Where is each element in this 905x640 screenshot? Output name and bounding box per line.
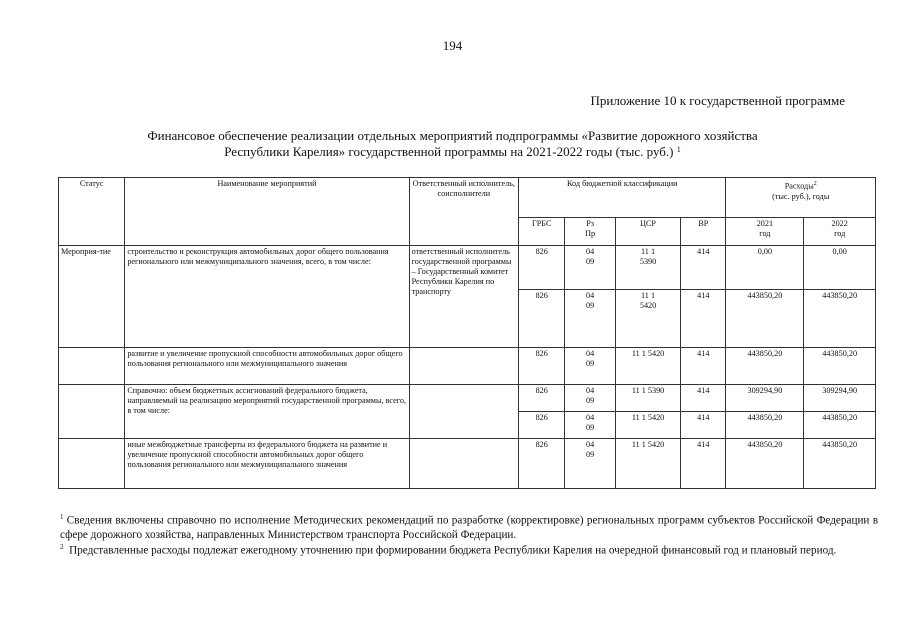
status-cell-empty xyxy=(59,385,125,439)
header-csr: ЦСР xyxy=(615,218,680,246)
vr-cell: 414 xyxy=(681,348,726,385)
csr-cell: 11 1 5420 xyxy=(615,412,680,439)
table-row xyxy=(59,439,876,489)
amount-2022: 0,00 xyxy=(804,246,876,290)
rzpr-cell xyxy=(565,385,616,412)
header-rzpr xyxy=(565,218,616,246)
header-expenses-text: Расходы xyxy=(784,181,814,191)
header-rz: Рз xyxy=(586,219,595,228)
vr-cell: 414 xyxy=(681,290,726,348)
responsible-empty xyxy=(409,385,518,439)
footnote-1 xyxy=(60,510,878,542)
title-line-2-text: Республики Карелия» государственной программы на 2021-2022 годы (тыс. руб.) xyxy=(224,144,674,159)
rz-value: 04 xyxy=(586,247,595,256)
header-responsible: Ответственный исполнитель, соисполнители xyxy=(409,178,518,246)
document-title xyxy=(60,128,845,160)
vr-cell: 414 xyxy=(681,439,726,489)
status-cell-empty xyxy=(59,348,125,385)
rzpr-cell xyxy=(565,412,616,439)
csr-cell: 11 1 5420 xyxy=(615,348,680,385)
amount-2021: 309294,90 xyxy=(726,385,804,412)
header-name: Наименование мероприятий xyxy=(125,178,409,246)
appendix-label: Приложение 10 к государственной программе xyxy=(590,93,845,108)
title-footnote-mark: 1 xyxy=(676,145,681,154)
header-expenses-note: 2 xyxy=(813,181,817,187)
vr-cell: 414 xyxy=(681,246,726,290)
rzpr-cell xyxy=(565,246,616,290)
rz-value: 04 xyxy=(586,413,595,422)
csr-part1: 11 1 xyxy=(641,247,656,256)
measure-name-main: строительство и реконструкция автомобильных дорог общего пользования регионального или межмуниципального значения, всего, в том числе: xyxy=(125,246,409,348)
grbs-cell: 826 xyxy=(519,348,565,385)
csr-part2: 5420 xyxy=(639,301,657,310)
status-cell: Мероприя-тие xyxy=(59,246,125,348)
header-2021-god: год xyxy=(759,229,771,238)
grbs-cell: 826 xyxy=(519,385,565,412)
amount-2021: 0,00 xyxy=(726,246,804,290)
csr-cell xyxy=(615,246,680,290)
measure-name: развитие и увеличение пропускной способности автомобильных дорог общего пользования регионального или межмуниципального значения xyxy=(125,348,409,385)
footnote-1-mark: 1 xyxy=(60,513,64,521)
header-2021 xyxy=(726,218,804,246)
rz-value: 04 xyxy=(586,349,595,358)
amount-2022: 309294,90 xyxy=(804,385,876,412)
measure-name-reference: Справочно: объем бюджетных ассигнований федерального бюджета, направляемый на реализацию мероприятий государственной программы, всего, в том числе: xyxy=(125,385,409,439)
header-2022 xyxy=(804,218,876,246)
pr-value: 09 xyxy=(586,423,595,432)
page-number: 194 xyxy=(442,38,463,53)
vr-cell: 414 xyxy=(681,412,726,439)
amount-2022: 443850,20 xyxy=(804,348,876,385)
csr-cell: 11 1 5390 xyxy=(615,385,680,412)
amount-2022: 443850,20 xyxy=(804,290,876,348)
grbs-cell: 826 xyxy=(519,246,565,290)
table-row xyxy=(59,348,876,385)
header-vr: ВР xyxy=(681,218,726,246)
status-cell-empty xyxy=(59,439,125,489)
pr-value: 09 xyxy=(586,301,595,310)
header-row-1 xyxy=(59,178,876,218)
rz-value: 04 xyxy=(586,291,595,300)
responsible-empty xyxy=(409,348,518,385)
grbs-cell: 826 xyxy=(519,290,565,348)
amount-2021: 443850,20 xyxy=(726,290,804,348)
header-2021-year: 2021 xyxy=(756,219,774,228)
pr-value: 09 xyxy=(586,396,595,405)
footnote-2-mark: 2 xyxy=(60,543,64,551)
table-row xyxy=(59,385,876,412)
amount-2022: 443850,20 xyxy=(804,439,876,489)
amount-2021: 443850,20 xyxy=(726,412,804,439)
rzpr-cell xyxy=(565,348,616,385)
csr-part1: 11 1 xyxy=(641,291,656,300)
financing-table xyxy=(58,177,876,489)
vr-cell: 414 xyxy=(681,385,726,412)
header-expenses xyxy=(726,178,876,218)
amount-2022: 443850,20 xyxy=(804,412,876,439)
header-2022-year: 2022 xyxy=(831,219,848,228)
csr-cell xyxy=(615,290,680,348)
header-expenses-sub: (тыс. руб.), годы xyxy=(772,191,830,201)
rz-value: 04 xyxy=(586,440,595,449)
csr-cell: 11 1 5420 xyxy=(615,439,680,489)
grbs-cell: 826 xyxy=(519,439,565,489)
header-2022-god: год xyxy=(834,229,846,238)
header-status: Статус xyxy=(59,178,125,246)
header-budget-code: Код бюджетной классификации xyxy=(519,178,726,218)
responsible-empty xyxy=(409,439,518,489)
amount-2021: 443850,20 xyxy=(726,348,804,385)
header-grbs: ГРБС xyxy=(519,218,565,246)
footnote-2 xyxy=(60,540,878,558)
footnote-2-text: Представленные расходы подлежат ежегодному уточнению при формировании бюджета Республики Карелия на очередной финансовый год и плановый период. xyxy=(69,544,837,557)
pr-value: 09 xyxy=(586,257,595,266)
rzpr-cell xyxy=(565,290,616,348)
measure-name-transfers: иные межбюджетные трансферты из федерального бюджета на развитие и увеличение пропускной способности автомобильных дорог общего пользования регионального или межмуниципального значения xyxy=(125,439,409,489)
rz-value: 04 xyxy=(586,386,595,395)
footnote-1-text: Сведения включены справочно по исполнение Методических рекомендаций по разработке (корректировке) региональных программ субъектов Российской Федерации в сфере дорожного хозяйства, направленных Министерством транспорта Российской Федерации. xyxy=(60,514,878,541)
responsible-main: ответственный исполнитель государственной программы – Государственный комитет Республики Карелия по транспорту xyxy=(409,246,518,348)
rzpr-cell xyxy=(565,439,616,489)
amount-2021: 443850,20 xyxy=(726,439,804,489)
csr-part2: 5390 xyxy=(639,257,657,266)
title-line-1: Финансовое обеспечение реализации отдельных мероприятий подпрограммы «Развитие дорожного хозяйства xyxy=(147,128,758,143)
title-line-2 xyxy=(60,144,845,160)
header-pr: Пр xyxy=(585,229,596,238)
grbs-cell: 826 xyxy=(519,412,565,439)
pr-value: 09 xyxy=(586,450,595,459)
table-row xyxy=(59,246,876,290)
pr-value: 09 xyxy=(586,359,595,368)
